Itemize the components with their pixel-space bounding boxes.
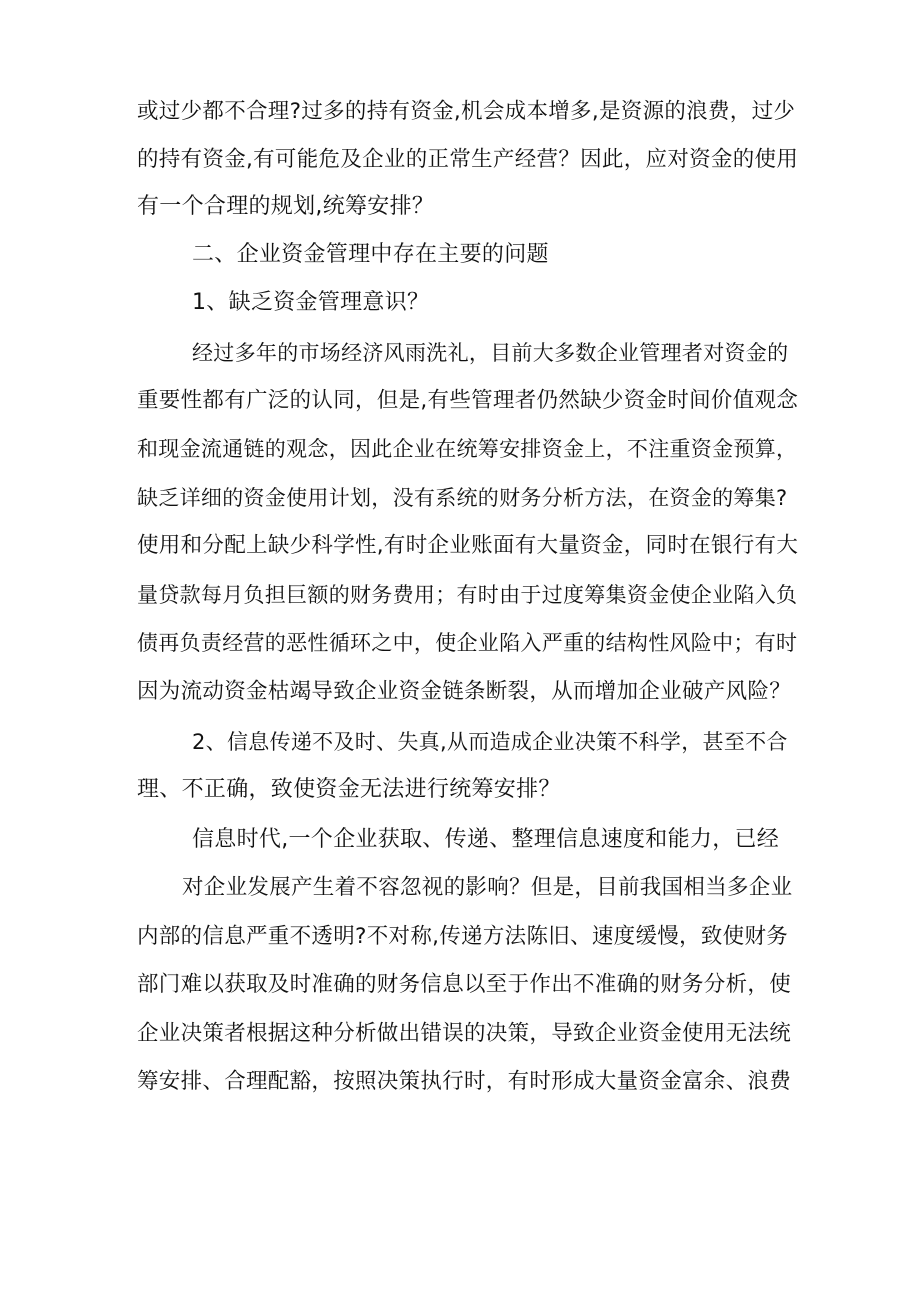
text-line: 企业决策者根据这种分析做出错误的决策，导致企业资金使用无法统 [137,1021,792,1046]
text-line: 部门难以获取及时准确的财务信息以至于作出不准确的财务分析，使 [137,972,792,997]
text-line: 量贷款每月负担巨额的财务费用；有时由于过度筹集资金使企业陷入负 [137,583,798,607]
text-line: 信息时代,一个企业获取、传递、整理信息速度和能力，已经 [192,827,780,852]
text-line: 筹安排、合理配豁，按照决策执行时，有时形成大量资金富余、浪费 [137,1069,792,1094]
section-heading: 二、企业资金管理中存在主要的问题 [192,242,549,267]
text-line: 经过多年的市场经济风雨洗礼，目前大多数企业管理者对资金的 [192,341,789,365]
text-line: 缺乏详细的资金使用计划，没有系统的财务分析方法，在资金的筹集? [137,486,788,510]
text-line: 或过少都不合理?过多的持有资金,机会成本增多,是资源的浪费，过少 [137,99,796,124]
text-line: 因为流动资金枯竭导致企业资金链条断裂，从而增加企业破产风险？ [137,679,792,704]
text-line: 内部的信息严重不透明?不对称,传递方法陈旧、速度缓慢，致使财务 [137,924,789,949]
text-line: 重要性都有广泛的认同，但是,有些管理者仍然缺少资金时间价值观念 [137,388,799,413]
text-line: 的持有资金,有可能危及企业的正常生产经营？因此，应对资金的使用 [137,147,799,172]
text-line: 和现金流通链的观念，因此企业在统筹安排资金上，不注重资金预算， [137,437,798,461]
subsection-heading: 1、缺乏资金管理意识？ [192,290,430,315]
text-line: 有一个合理的规划,统筹安排？ [137,194,435,219]
text-line: 对企业发展产生着不容忽视的影响？但是，目前我国相当多企业 [182,875,793,900]
subsection-heading: 2、信息传递不及时、失真,从而造成企业决策不科学，甚至不合 [192,730,788,754]
text-line: 使用和分配上缺少科学性,有时企业账面有大量资金，同时在银行有大 [137,533,799,558]
text-line: 理、不正确，致使资金无法进行统筹安排？ [137,777,561,802]
text-line: 债再负责经营的恶性循环之中，使企业陷入严重的结构性风险中；有时 [137,631,798,655]
